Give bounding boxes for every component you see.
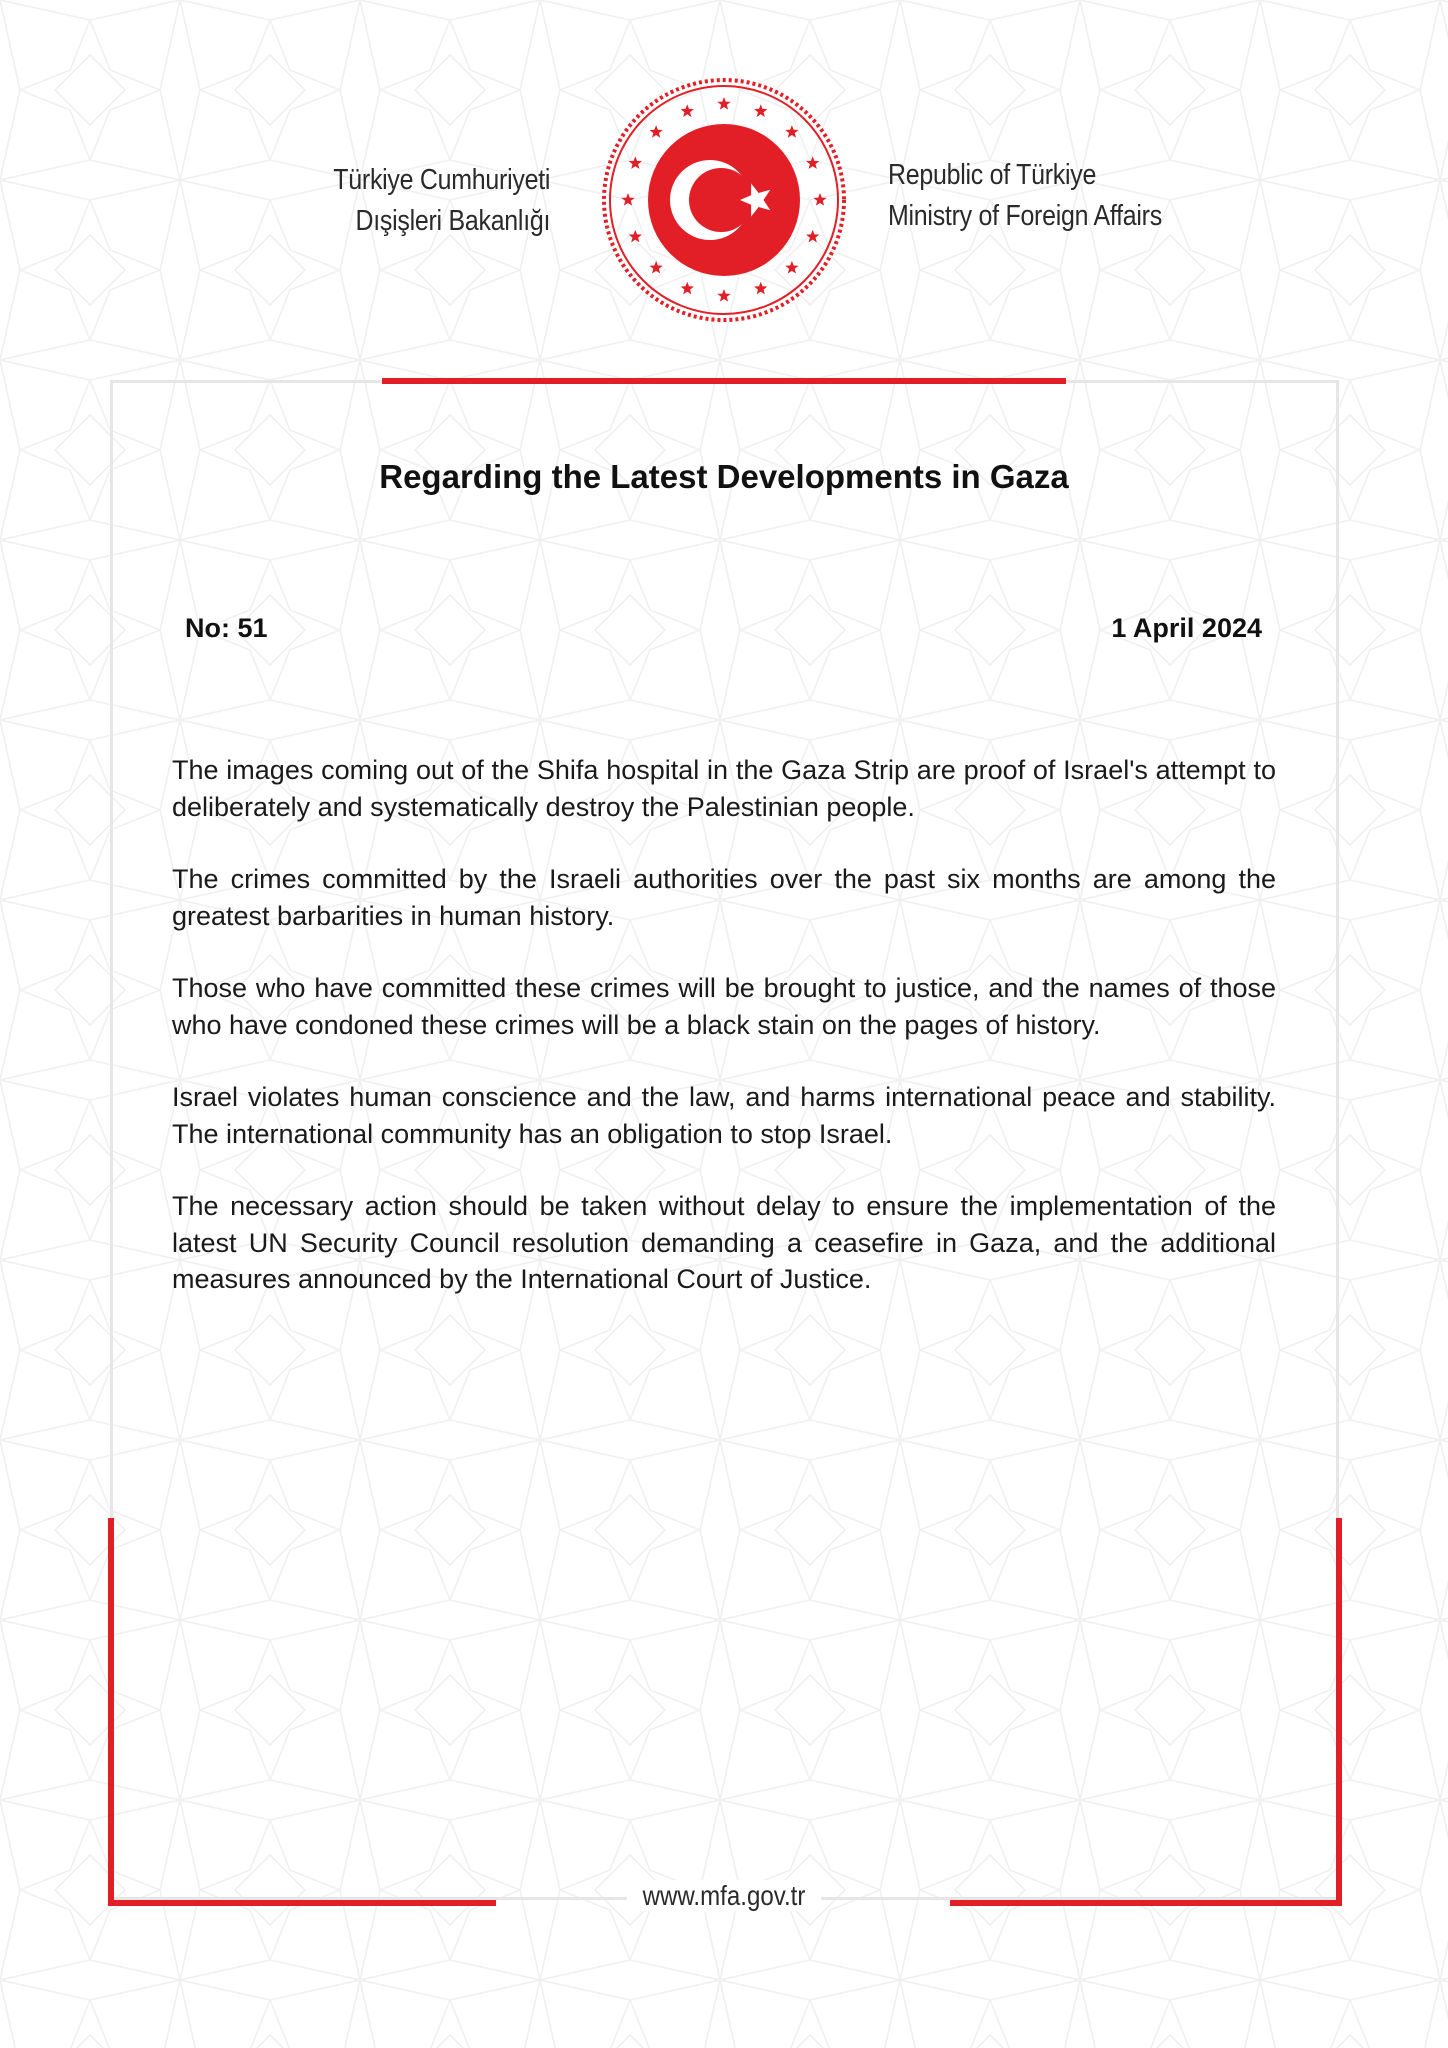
org-name-english-line2: Ministry of Foreign Affairs [888,200,1162,232]
page-title: Regarding the Latest Developments in Gaza [379,458,1069,495]
press-release-number: No: 51 [185,613,268,643]
body-paragraph-1: The images coming out of the Shifa hospital in the Gaza Strip are proof of Israel's attempt to deliberately and systematically destroy the Palestinian people. [172,755,1276,822]
org-name-turkish-line1: Türkiye Cumhuriyeti [333,164,550,196]
website-text: www.mfa.gov.tr [627,1880,821,1911]
org-name-turkish-line2: Dışişleri Bakanlığı [355,205,550,237]
org-name-english-line1: Republic of Türkiye [888,159,1097,191]
press-release-date: 1 April 2024 [1111,613,1262,643]
press-release-body [172,752,1276,1334]
body-paragraph-5: The necessary action should be taken without delay to ensure the implementation of the latest UN Security Council resolution demanding a ceasefire in Gaza, and the additional measures announced by the International Court of Justice. [172,1191,1276,1294]
body-paragraph-4: Israel violates human conscience and the law, and harms international peace and stability. The international community has an obligation to stop Israel. [172,1082,1276,1149]
body-paragraph-3: Those who have committed these crimes will be brought to justice, and the names of those who have condoned these crimes will be a black stain on the pages of history. [172,973,1276,1040]
body-paragraph-2: The crimes committed by the Israeli authorities over the past six months are among the greatest barbarities in human history. [172,864,1276,931]
